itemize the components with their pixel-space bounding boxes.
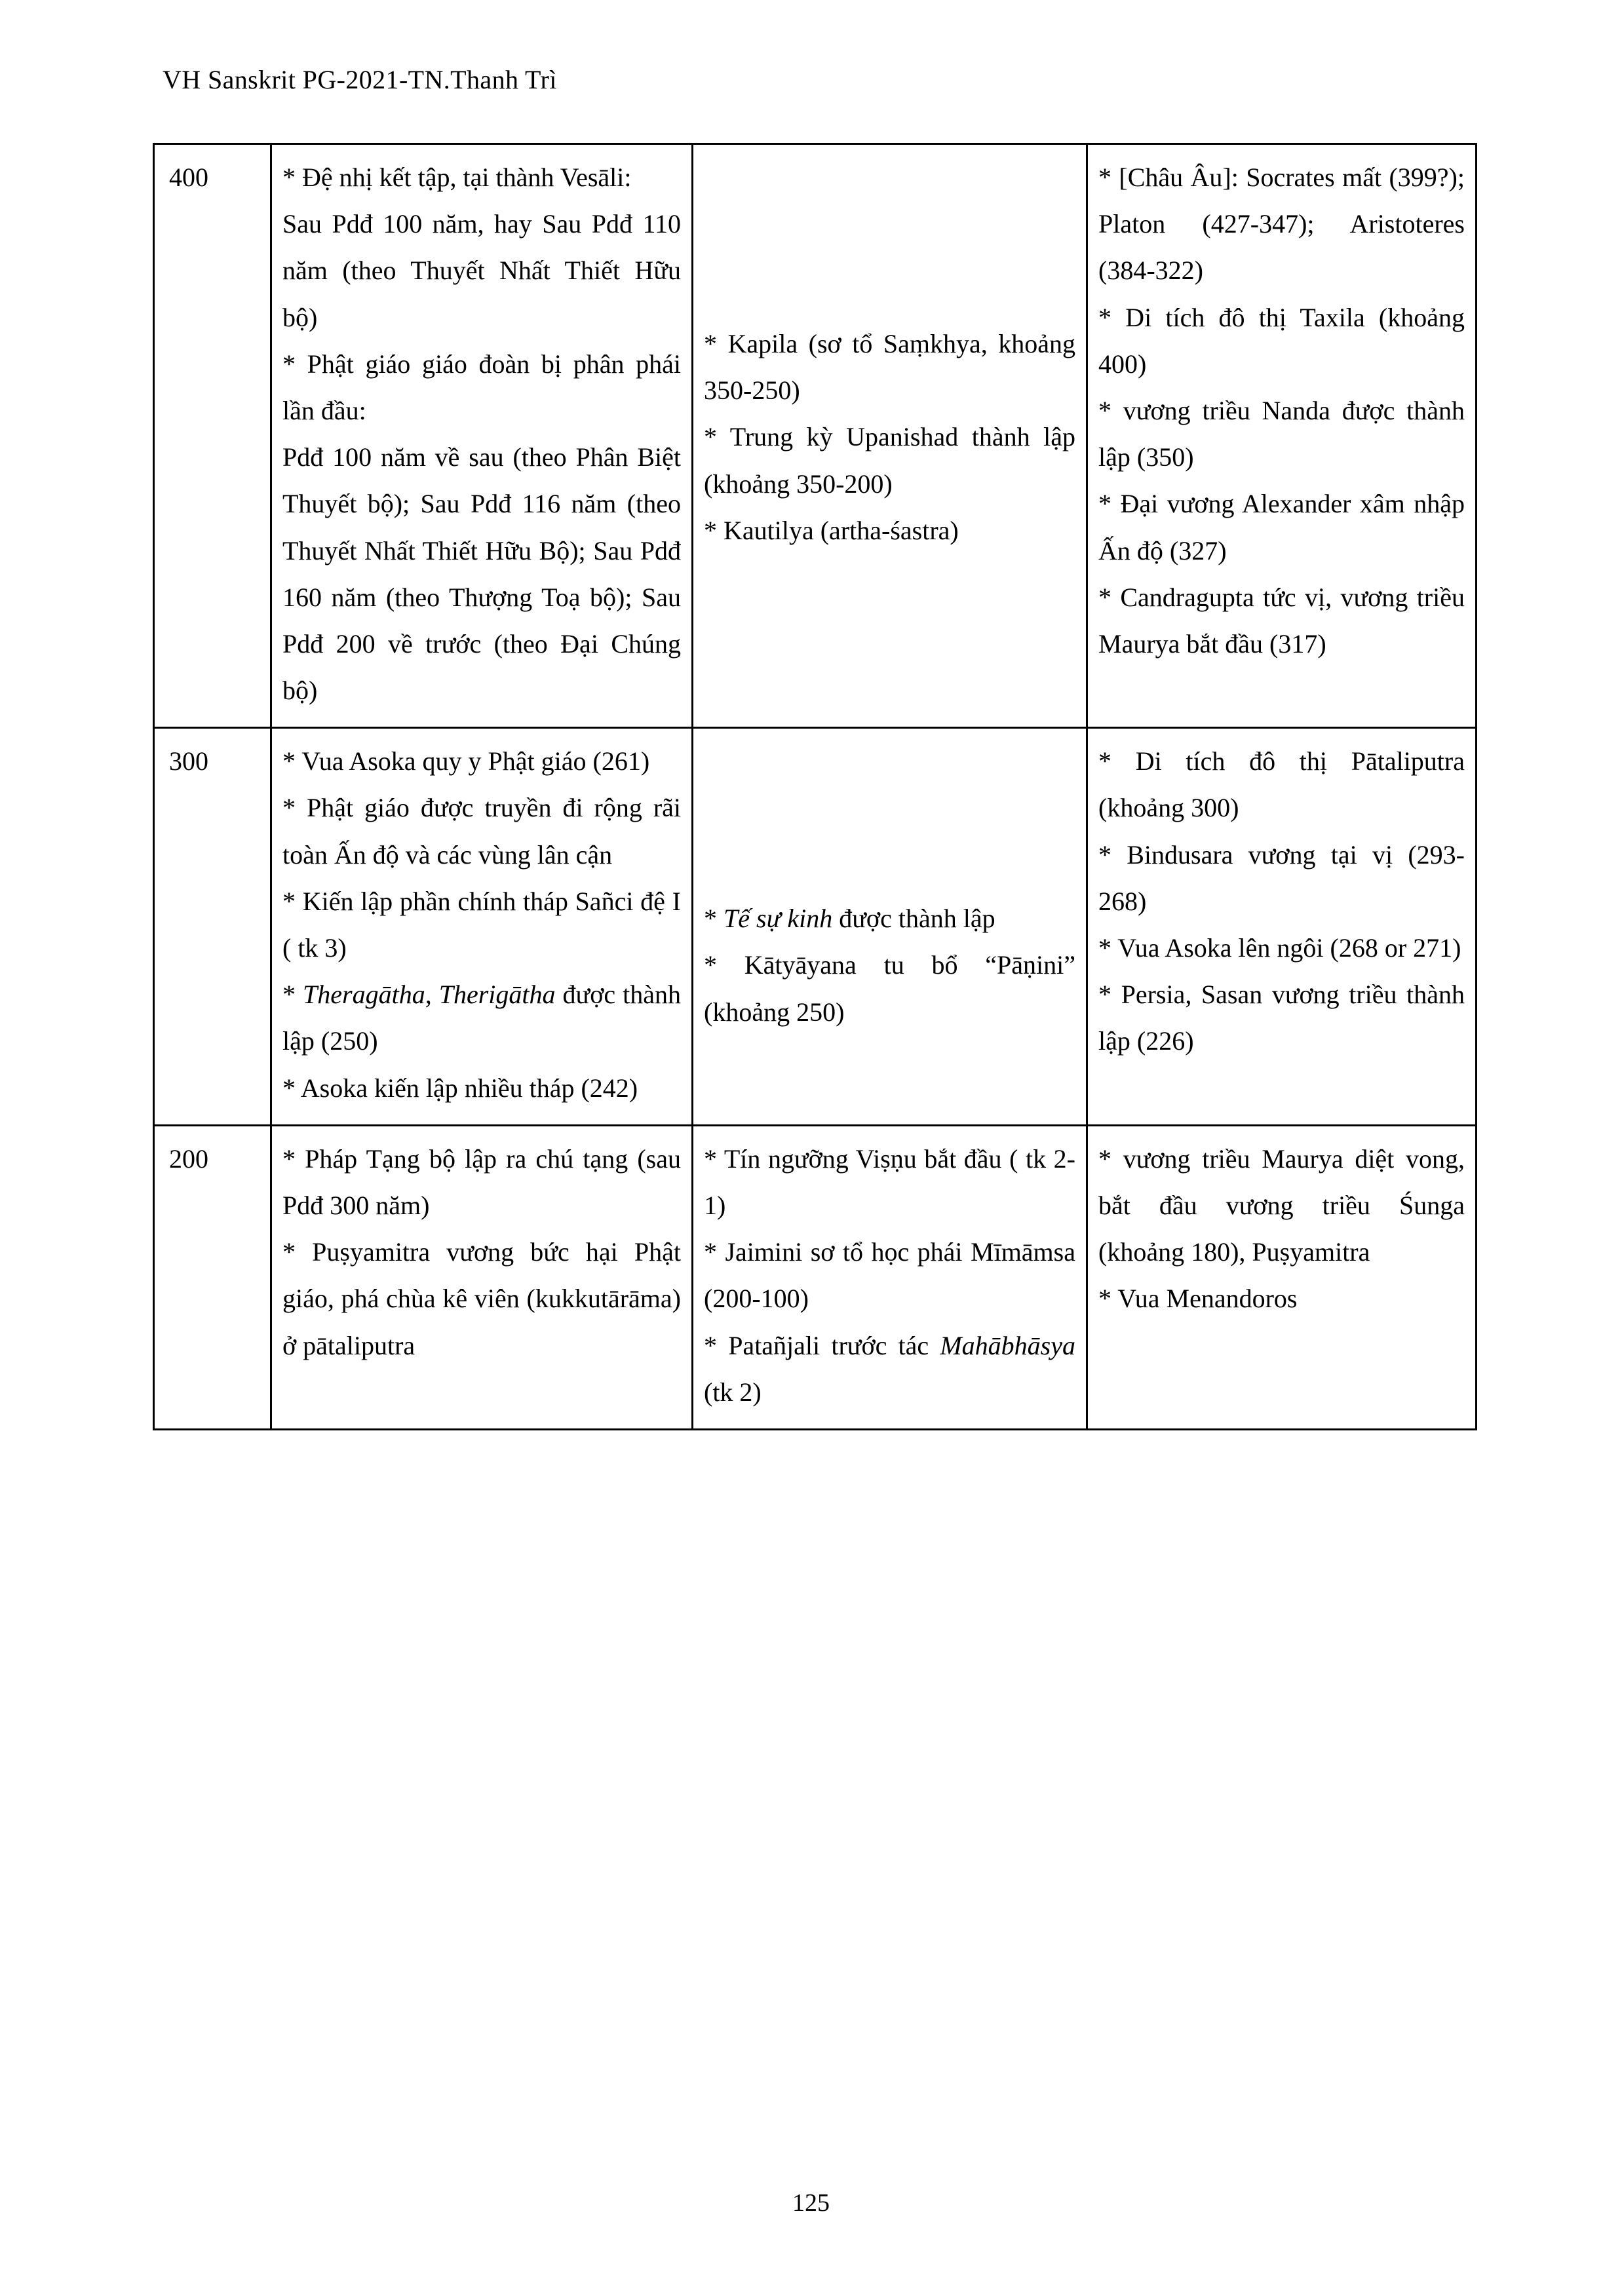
bullet: *: [282, 980, 303, 1010]
entry: * Puṣyamitra vương bức hại Phật giáo, phá chùa kê viên (kukkutārāma) ở pātaliputra: [282, 1237, 681, 1360]
entry: * Pháp Tạng bộ lập ra chú tạng (sau Pdđ 300 năm): [282, 1143, 681, 1220]
buddhism-cell: [271, 728, 693, 1126]
entry: * Tín ngưỡng Viṣṇu bắt đầu ( tk 2-1): [704, 1143, 1075, 1220]
world-cell: [1087, 144, 1477, 728]
entry-italic-title: [704, 895, 1075, 942]
entry: * Persia, Sasan vương triều thành lập (226): [1098, 980, 1465, 1056]
buddhism-cell: [271, 1125, 693, 1429]
buddhism-cell: [271, 144, 693, 728]
year-label: 200: [169, 1143, 208, 1174]
running-header: VH Sanskrit PG-2021-TN.Thanh Trì: [163, 65, 557, 94]
entry: * Kautilya (artha-śastra): [704, 515, 959, 545]
entry: * Kapila (sơ tổ Saṃkhya, khoảng 350-250): [704, 329, 1075, 406]
entry: Sau Pdđ 100 năm, hay Sau Pdđ 110 năm (theo Thuyết Nhất Thiết Hữu bộ): [282, 209, 681, 332]
chronology-table: [153, 143, 1477, 1430]
table-row: [154, 728, 1477, 1126]
work-title: Mahābhāsya: [940, 1330, 1075, 1360]
entry-rest: được thành lập (250): [282, 980, 681, 1056]
entry-italic-title: [282, 971, 681, 1064]
entry: * vương triều Nanda được thành lập (350): [1098, 395, 1465, 472]
table-row: [154, 1125, 1477, 1429]
brahmanism-cell: [693, 144, 1087, 728]
entry: * Trung kỳ Upanishad thành lập (khoảng 350-200): [704, 422, 1075, 499]
world-cell: [1087, 1125, 1477, 1429]
year-cell: [154, 728, 271, 1126]
work-title: Tế sự kinh: [724, 904, 833, 934]
entry: * Di tích đô thị Taxila (khoảng 400): [1098, 302, 1465, 379]
entry: * Kātyāyana tu bổ “Pāṇini” (khoảng 250): [704, 950, 1075, 1027]
entry: * Đại vương Alexander xâm nhập Ấn độ (327): [1098, 489, 1465, 565]
page-number: 125: [792, 2189, 830, 2217]
entry: * Phật giáo được truyền đi rộng rãi toàn Ấn độ và các vùng lân cận: [282, 793, 681, 870]
entry: * Vua Menandoros: [1098, 1284, 1298, 1314]
entry-rest: được thành lập: [832, 904, 995, 934]
entry: * Candragupta tức vị, vương triều Maurya bắt đầu (317): [1098, 582, 1465, 659]
entry: * Di tích đô thị Pātaliputra (khoảng 300): [1098, 746, 1465, 823]
entry: * Vua Asoka lên ngôi (268 or 271): [1098, 933, 1461, 963]
entry: * Asoka kiến lập nhiều tháp (242): [282, 1073, 638, 1103]
entry: * Đệ nhị kết tập, tại thành Vesāli:: [282, 163, 632, 192]
entry: * Vua Asoka quy y Phật giáo (261): [282, 746, 650, 776]
work-title: Theragātha, Therigātha: [303, 980, 556, 1010]
entry: * Jaimini sơ tổ học phái Mīmāmsa (200-100): [704, 1237, 1075, 1314]
bullet: *: [704, 904, 724, 934]
entry: * Bindusara vương tại vị (293-268): [1098, 839, 1465, 916]
brahmanism-cell: [693, 1125, 1087, 1429]
year-label: 300: [169, 746, 208, 776]
entry: * [Châu Âu]: Socrates mất (399?); Platon (427-347); Aristoteres (384-322): [1098, 163, 1465, 286]
entry: * vương triều Maurya diệt vong, bắt đầu vương triều Śunga (khoảng 180), Puṣyamitra: [1098, 1143, 1465, 1267]
entry-rest: (tk 2): [704, 1377, 762, 1407]
year-label: 400: [169, 163, 208, 192]
entry: Pdđ 100 năm về sau (theo Phân Biệt Thuyết bộ); Sau Pdđ 116 năm (theo Thuyết Nhất Thiết Hữu Bộ); Sau Pdđ 160 năm (theo Thượng Toạ bộ); Sau Pdđ 200 về trước (theo Đại Chúng bộ): [282, 442, 681, 706]
entry-prefix: * Patañjali trước tác: [704, 1330, 940, 1360]
year-cell: [154, 1125, 271, 1429]
table-row: [154, 144, 1477, 728]
brahmanism-cell: [693, 728, 1087, 1126]
world-cell: [1087, 728, 1477, 1126]
entry: * Kiến lập phần chính tháp Sañci đệ I ( tk 3): [282, 886, 681, 963]
entry: * Phật giáo giáo đoàn bị phân phái lần đầu:: [282, 349, 681, 425]
entry-italic-title: [704, 1322, 1075, 1415]
year-cell: [154, 144, 271, 728]
